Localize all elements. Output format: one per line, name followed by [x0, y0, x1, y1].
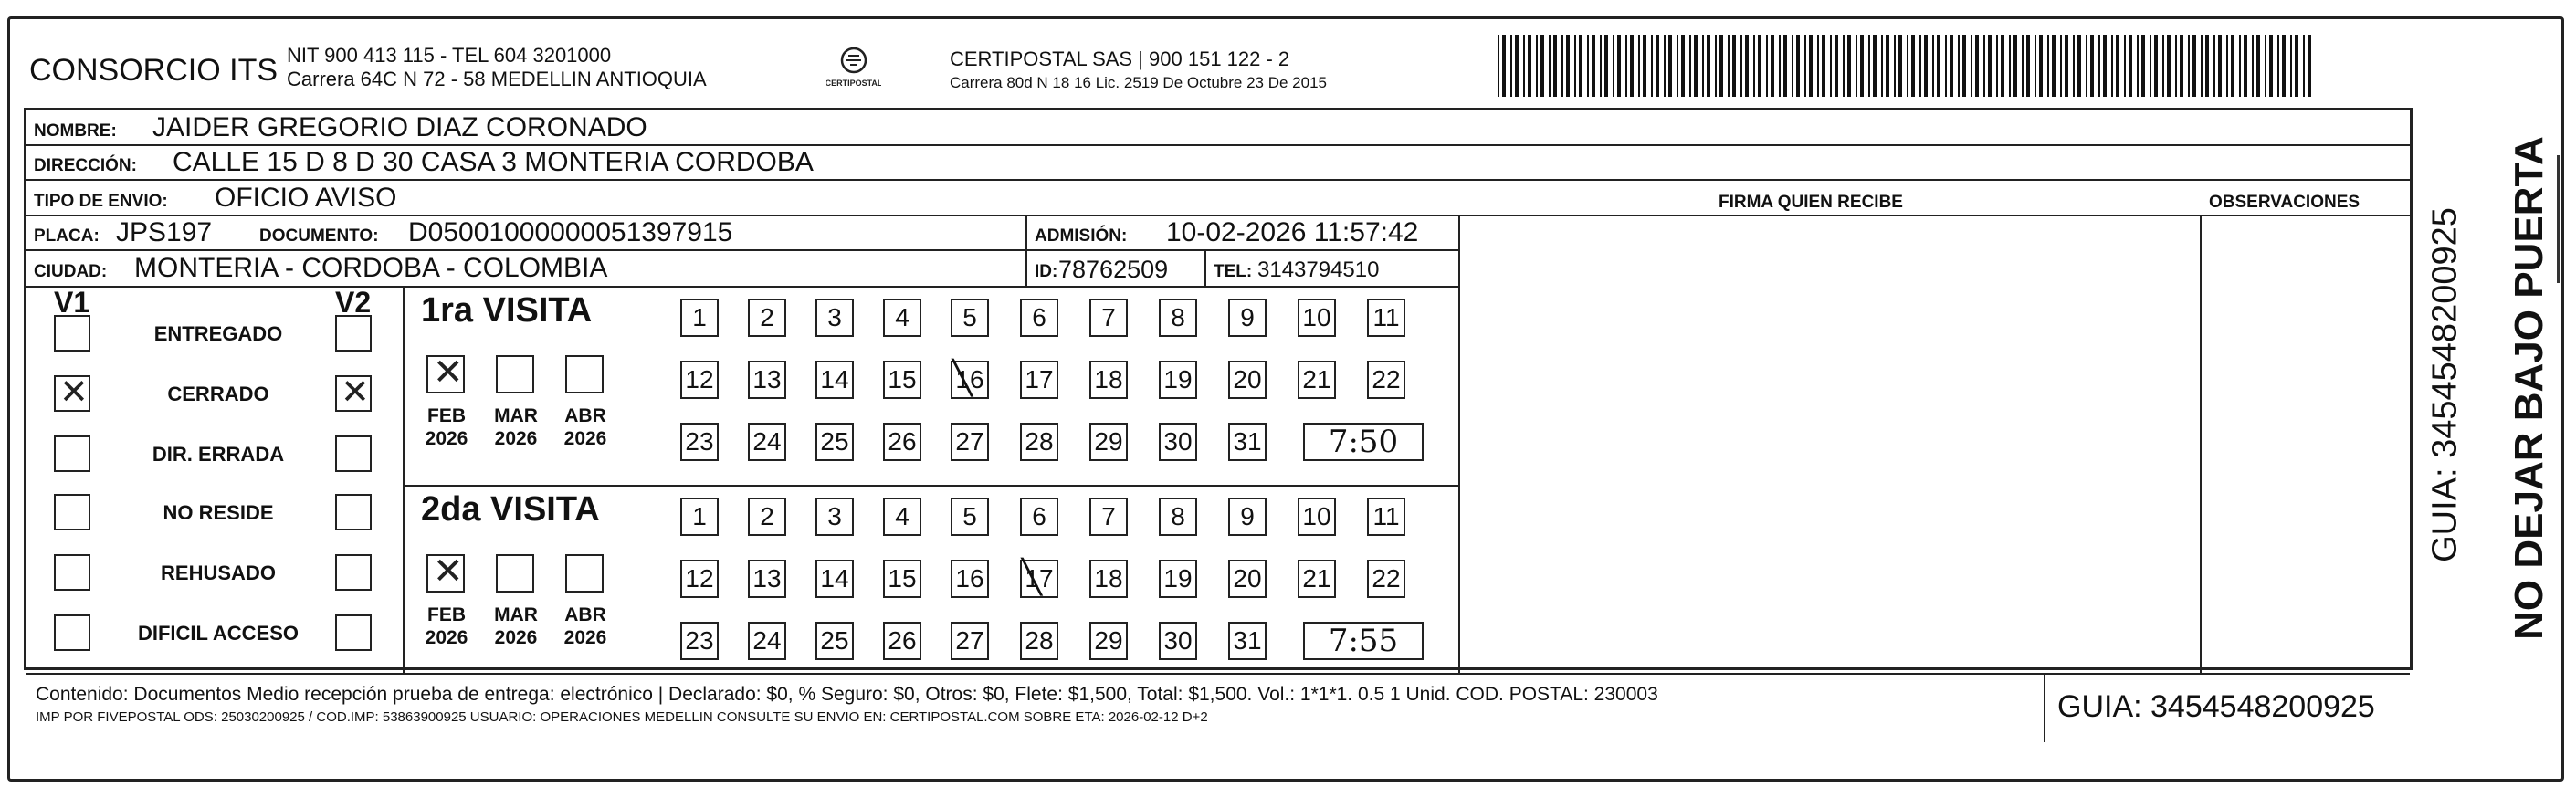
day-box[interactable]: 6: [1020, 498, 1058, 536]
barcode-bar: [1860, 35, 1864, 97]
col-divider: [403, 286, 405, 673]
barcode-bar: [2022, 35, 2024, 97]
barcode-bar: [1600, 35, 1602, 97]
month-year: 2026: [425, 627, 468, 648]
barcode-bar: [1528, 35, 1531, 97]
day-box[interactable]: 18: [1089, 361, 1128, 399]
barcode-bar: [1924, 35, 1928, 97]
barcode-bar: [1502, 35, 1506, 97]
observaciones-header: OBSERVACIONES: [2209, 193, 2360, 212]
barcode-bar: [1911, 35, 1915, 97]
barcode-bar: [2154, 35, 2158, 97]
barcode-bar: [2052, 35, 2056, 97]
month-name: FEB: [427, 604, 466, 625]
month-year: 2026: [563, 428, 607, 449]
barcode-bar: [1945, 35, 1947, 97]
day-box[interactable]: 4: [883, 299, 921, 337]
barcode-bar: [2244, 35, 2247, 97]
documento-label: DOCUMENTO:: [259, 226, 379, 246]
day-box[interactable]: 23: [680, 622, 719, 660]
month-year: 2026: [425, 428, 468, 449]
barcode-bar: [1579, 35, 1582, 97]
barcode-bar: [2201, 35, 2203, 97]
barcode-bar: [1894, 35, 1896, 97]
visit-title: 2da VISITA: [421, 490, 600, 529]
barcode-bar: [1817, 35, 1819, 97]
day-box[interactable]: 9: [1228, 299, 1267, 337]
v1-checkbox[interactable]: [54, 614, 90, 651]
tipo-envio-value: OFICIO AVISO: [215, 183, 397, 213]
day-box[interactable]: 24: [748, 622, 786, 660]
day-box[interactable]: 21: [1298, 361, 1336, 399]
month-year: 2026: [494, 428, 538, 449]
barcode-bar: [1664, 35, 1666, 97]
ciudad-value: MONTERIA - CORDOBA - COLOMBIA: [134, 253, 608, 283]
barcode-bar: [1540, 35, 1544, 97]
footer-divider: [26, 673, 2410, 675]
barcode-bar: [2226, 35, 2228, 97]
barcode-bar: [1728, 35, 1730, 97]
v1-header: V1: [54, 286, 90, 319]
barcode-bar: [1975, 35, 1979, 97]
admision-value: 10-02-2026 11:57:42: [1166, 217, 1419, 247]
tel-label: TEL:: [1214, 262, 1253, 281]
day-box[interactable]: 5: [951, 299, 989, 337]
barcode-bar: [1779, 35, 1781, 97]
nit-line: NIT 900 413 115 - TEL 604 3201000: [287, 44, 612, 67]
barcode-bar: [2001, 35, 2004, 97]
barcode-bar: [2065, 35, 2068, 97]
barcode-bar: [1681, 35, 1685, 97]
col-divider: [1025, 215, 1027, 251]
day-box[interactable]: 3: [815, 299, 854, 337]
barcode-bar: [2060, 35, 2062, 97]
side-panel: [2402, 137, 2575, 685]
v2-checkbox[interactable]: [335, 435, 372, 472]
footer-print-info: IMP POR FIVEPOSTAL ODS: 25030200925 / COD.IMP: 53863900925 USUARIO: OPERACIONES MEDELLIN CONSULTE SU ENVIO EN: CERTIPOSTAL.COM SOBRE ETA: 2026-02-12 D+2: [36, 709, 1208, 725]
barcode-bar: [1796, 35, 1800, 97]
month-label: [558, 404, 613, 450]
month-label: [558, 603, 613, 649]
v2-header: V2: [335, 286, 372, 319]
barcode-bar: [1732, 35, 1736, 97]
barcode-bar: [2137, 35, 2139, 97]
logo-text: CERTIPOSTAL: [826, 79, 881, 88]
month-label: [419, 404, 474, 450]
carrier-line: CERTIPOSTAL SAS | 900 151 122 - 2: [950, 47, 1290, 70]
day-box[interactable]: 22: [1367, 560, 1405, 598]
day-box[interactable]: 7: [1089, 299, 1128, 337]
barcode-bar: [2111, 35, 2113, 97]
barcode-bar: [1561, 35, 1563, 97]
day-box[interactable]: 1: [680, 299, 719, 337]
barcode-bar: [2282, 35, 2286, 97]
barcode-bar: [1702, 35, 1704, 97]
placa-value: JPS197: [116, 217, 213, 247]
day-box[interactable]: 13: [748, 560, 786, 598]
barcode-bar: [2086, 35, 2087, 97]
month-name: ABR: [564, 604, 606, 625]
month-name: FEB: [427, 405, 466, 426]
month-label: [489, 603, 543, 649]
placa-label: PLACA:: [34, 226, 100, 246]
barcode-bar: [1656, 35, 1659, 97]
status-label: DIR. ERRADA: [152, 443, 285, 466]
barcode-bar: [2073, 35, 2075, 97]
side-warning: NO DEJAR BAJO PUERTA: [2507, 136, 2551, 640]
barcode-bar: [1898, 35, 1902, 97]
certipostal-logo: [826, 42, 881, 97]
barcode-bar: [1983, 35, 1985, 97]
day-box[interactable]: 31: [1228, 423, 1267, 461]
day-box[interactable]: 24: [748, 423, 786, 461]
day-box[interactable]: 25: [815, 622, 854, 660]
id-label: ID:: [1035, 262, 1058, 281]
guia-number: GUIA: 3454548200925: [2057, 689, 2375, 724]
barcode-bar: [1847, 35, 1851, 97]
barcode-bar: [2090, 35, 2094, 97]
barcode-bar: [2047, 35, 2049, 97]
barcode-bar: [1668, 35, 1672, 97]
barcode-bar: [1937, 35, 1940, 97]
delivery-form: [24, 108, 2413, 725]
col-divider: [1458, 215, 1460, 673]
v2-checkbox[interactable]: [335, 494, 372, 530]
barcode-bar: [1566, 35, 1570, 97]
day-box[interactable]: 29: [1089, 622, 1128, 660]
day-box[interactable]: 7: [1089, 498, 1128, 536]
day-box[interactable]: 18: [1089, 560, 1128, 598]
nombre-label: NOMBRE:: [34, 121, 117, 141]
barcode-bar: [1592, 35, 1595, 97]
edge-mark: [2557, 155, 2560, 283]
barcode-bar: [2277, 35, 2279, 97]
barcode-bar: [2167, 35, 2171, 97]
tel-value: 3143794510: [1257, 257, 1380, 282]
firma-header: FIRMA QUIEN RECIBE: [1719, 193, 1903, 212]
status-label: DIFICIL ACCESO: [137, 622, 299, 645]
barcode-bar: [1613, 35, 1614, 97]
v2-checkbox[interactable]: [335, 554, 372, 591]
row-divider: [26, 179, 2410, 181]
v1-checkbox[interactable]: [54, 375, 90, 412]
month-label: [419, 603, 474, 649]
day-box[interactable]: 19: [1159, 560, 1197, 598]
month-year: 2026: [494, 627, 538, 648]
day-box[interactable]: 2: [748, 299, 786, 337]
col-divider: [1204, 249, 1206, 286]
visit-title: 1ra VISITA: [421, 291, 593, 330]
day-box[interactable]: 27: [951, 423, 989, 461]
barcode-bar: [1574, 35, 1576, 97]
month-label: [489, 404, 543, 450]
v2-checkbox[interactable]: [335, 315, 372, 352]
barcode-bar: [2077, 35, 2081, 97]
day-box[interactable]: 21: [1298, 560, 1336, 598]
day-box[interactable]: 22: [1367, 361, 1405, 399]
barcode-bar: [1745, 35, 1749, 97]
day-box[interactable]: 30: [1159, 622, 1197, 660]
month-checkbox[interactable]: [426, 554, 465, 593]
day-box[interactable]: 15: [883, 560, 921, 598]
barcode-bar: [1783, 35, 1787, 97]
status-label: NO RESIDE: [163, 501, 274, 524]
barcode-bar: [1549, 35, 1551, 97]
barcode-bar: [1886, 35, 1889, 97]
month-name: MAR: [494, 604, 538, 625]
v2-checkbox[interactable]: [335, 375, 372, 412]
barcode-bar: [1868, 35, 1870, 97]
barcode-bar: [1753, 35, 1755, 97]
barcode-bar: [2256, 35, 2260, 97]
barcode-bar: [1919, 35, 1921, 97]
row-divider: [26, 215, 2410, 216]
barcode-bar: [2009, 35, 2011, 97]
barcode-bar: [1719, 35, 1723, 97]
day-box[interactable]: 16 ╲: [951, 361, 989, 399]
company-name: CONSORCIO ITS: [29, 53, 279, 88]
barcode-bar: [1498, 35, 1499, 97]
day-box[interactable]: 11: [1367, 498, 1405, 536]
barcode-bar: [2295, 35, 2298, 97]
barcode-bar: [1715, 35, 1717, 97]
barcode-bar: [2150, 35, 2151, 97]
carrier-license: Carrera 80d N 18 16 Lic. 2519 De Octubre 23 De 2015: [950, 74, 1327, 91]
day-box[interactable]: 30: [1159, 423, 1197, 461]
barcode-bar: [1971, 35, 1972, 97]
barcode-bar: [2162, 35, 2164, 97]
barcode-bar: [2026, 35, 2030, 97]
direccion-value: CALLE 15 D 8 D 30 CASA 3 MONTERIA CORDOBA: [173, 147, 814, 177]
ciudad-label: CIUDAD:: [34, 262, 108, 281]
barcode-bar: [2303, 35, 2305, 97]
barcode-bar: [1536, 35, 1538, 97]
barcode-bar: [2175, 35, 2177, 97]
day-box[interactable]: 4: [883, 498, 921, 536]
address-line: Carrera 64C N 72 - 58 MEDELLIN ANTIOQUIA: [287, 68, 707, 90]
day-box[interactable]: 8: [1159, 498, 1197, 536]
day-box[interactable]: 12: [680, 560, 719, 598]
barcode-bar: [1651, 35, 1653, 97]
barcode-bar: [1856, 35, 1857, 97]
barcode-bar: [1515, 35, 1519, 97]
barcode-bar: [2290, 35, 2292, 97]
barcode-bar: [2013, 35, 2017, 97]
day-box[interactable]: 26: [883, 622, 921, 660]
day-box[interactable]: 13: [748, 361, 786, 399]
day-box[interactable]: 28: [1020, 622, 1058, 660]
v1-checkbox[interactable]: [54, 554, 90, 591]
month-checkbox[interactable]: [496, 355, 534, 394]
tipo-envio-label: TIPO DE ENVIO:: [34, 192, 168, 211]
barcode-bar: [1996, 35, 1998, 97]
barcode-bar: [2124, 35, 2126, 97]
barcode-bar: [2103, 35, 2107, 97]
day-box[interactable]: 25: [815, 423, 854, 461]
barcode-bar: [1907, 35, 1908, 97]
row-divider: [26, 144, 2410, 146]
day-box[interactable]: 26: [883, 423, 921, 461]
barcode: [1498, 35, 2318, 97]
month-checkbox[interactable]: [565, 355, 604, 394]
admision-label: ADMISIÓN:: [1035, 226, 1128, 246]
day-box[interactable]: 5: [951, 498, 989, 536]
barcode-bar: [1958, 35, 1960, 97]
row-divider: [26, 249, 1460, 251]
barcode-bar: [1643, 35, 1646, 97]
barcode-bar: [1758, 35, 1761, 97]
col-divider: [1025, 249, 1027, 286]
day-box[interactable]: 1: [680, 498, 719, 536]
month-checkbox[interactable]: [565, 554, 604, 593]
day-box[interactable]: 8: [1159, 299, 1197, 337]
barcode-bar: [1766, 35, 1768, 97]
barcode-bar: [1822, 35, 1825, 97]
barcode-bar: [1950, 35, 1953, 97]
status-label: CERRADO: [167, 383, 269, 405]
barcode-bar: [1804, 35, 1806, 97]
footer-content: Contenido: Documentos Medio recepción prueba de entrega: electrónico | Declarado: $0, % Seguro: $0, Otros: $0, Flete: $1,500, Total: $1,500. Vol.: 1*1*1. 0.5 1 Unid. COD. POSTAL: 230003: [36, 684, 1658, 705]
barcode-bar: [1881, 35, 1883, 97]
day-box[interactable]: 10: [1298, 299, 1336, 337]
documento-value: D05001000000051397915: [408, 217, 733, 247]
status-label: ENTREGADO: [153, 322, 283, 345]
day-box[interactable]: 27: [951, 622, 989, 660]
barcode-bar: [1625, 35, 1627, 97]
barcode-bar: [2098, 35, 2100, 97]
day-box[interactable]: 31: [1228, 622, 1267, 660]
barcode-bar: [1553, 35, 1557, 97]
month-year: 2026: [563, 627, 607, 648]
day-box[interactable]: 3: [815, 498, 854, 536]
col-divider: [2044, 673, 2045, 742]
nombre-value: JAIDER GREGORIO DIAZ CORONADO: [152, 112, 647, 142]
day-box[interactable]: 14: [815, 560, 854, 598]
barcode-bar: [1510, 35, 1512, 97]
barcode-bar: [2129, 35, 2132, 97]
day-box[interactable]: 29: [1089, 423, 1128, 461]
barcode-bar: [2308, 35, 2311, 97]
row-divider: [26, 286, 1460, 288]
barcode-bar: [1630, 35, 1634, 97]
day-box[interactable]: 17 ╲: [1020, 560, 1058, 598]
barcode-bar: [2141, 35, 2145, 97]
barcode-bar: [2035, 35, 2036, 97]
barcode-bar: [1677, 35, 1678, 97]
barcode-bar: [2116, 35, 2119, 97]
barcode-bar: [1873, 35, 1877, 97]
col-divider: [2200, 215, 2202, 673]
direccion-label: DIRECCIÓN:: [34, 156, 137, 175]
day-box[interactable]: 20: [1228, 361, 1267, 399]
day-box[interactable]: 6: [1020, 299, 1058, 337]
barcode-bar: [1792, 35, 1793, 97]
status-label: REHUSADO: [161, 561, 276, 584]
day-box[interactable]: 15: [883, 361, 921, 399]
day-box[interactable]: 10: [1298, 498, 1336, 536]
barcode-bar: [1523, 35, 1525, 97]
day-box[interactable]: 14: [815, 361, 854, 399]
barcode-bar: [2218, 35, 2222, 97]
barcode-bar: [2188, 35, 2190, 97]
barcode-bar: [1740, 35, 1742, 97]
day-box[interactable]: 9: [1228, 498, 1267, 536]
barcode-bar: [2180, 35, 2183, 97]
barcode-bar: [1843, 35, 1845, 97]
day-box[interactable]: 20: [1228, 560, 1267, 598]
month-name: ABR: [564, 405, 606, 426]
barcode-bar: [2205, 35, 2209, 97]
id-value: 78762509: [1058, 256, 1169, 283]
barcode-bar: [1988, 35, 1992, 97]
barcode-bar: [2239, 35, 2241, 97]
company-info: [287, 44, 707, 91]
day-box[interactable]: 17: [1020, 361, 1058, 399]
barcode-bar: [2192, 35, 2196, 97]
month-checkbox[interactable]: [426, 355, 465, 394]
barcode-bar: [1617, 35, 1621, 97]
barcode-bar: [1587, 35, 1589, 97]
barcode-bar: [1689, 35, 1691, 97]
side-guia: GUIA: 3454548200925: [2425, 207, 2465, 562]
barcode-bar: [1604, 35, 1608, 97]
month-checkbox[interactable]: [496, 554, 534, 593]
barcode-bar: [2039, 35, 2043, 97]
barcode-bar: [1830, 35, 1832, 97]
barcode-bar: [1771, 35, 1774, 97]
v1-checkbox[interactable]: [54, 494, 90, 530]
visit-time[interactable]: 7:55: [1303, 622, 1424, 660]
carrier-info: [950, 47, 1327, 95]
visit-time[interactable]: 7:50: [1303, 423, 1424, 461]
day-box[interactable]: 16: [951, 560, 989, 598]
day-box[interactable]: 23: [680, 423, 719, 461]
day-box[interactable]: 19: [1159, 361, 1197, 399]
visit-divider: [403, 485, 1460, 487]
barcode-bar: [1707, 35, 1710, 97]
v2-checkbox[interactable]: [335, 614, 372, 651]
day-box[interactable]: 12: [680, 361, 719, 399]
day-box[interactable]: 28: [1020, 423, 1058, 461]
v1-checkbox[interactable]: [54, 315, 90, 352]
barcode-bar: [2231, 35, 2234, 97]
day-box[interactable]: 2: [748, 498, 786, 536]
barcode-bar: [1638, 35, 1640, 97]
barcode-bar: [2213, 35, 2215, 97]
barcode-bar: [2265, 35, 2266, 97]
barcode-bar: [2269, 35, 2273, 97]
month-name: MAR: [494, 405, 538, 426]
barcode-bar: [1835, 35, 1838, 97]
barcode-bar: [1962, 35, 1966, 97]
day-box[interactable]: 11: [1367, 299, 1405, 337]
barcode-bar: [2252, 35, 2254, 97]
v1-checkbox[interactable]: [54, 435, 90, 472]
barcode-bar: [1932, 35, 1934, 97]
barcode-bar: [1694, 35, 1698, 97]
barcode-bar: [1809, 35, 1813, 97]
